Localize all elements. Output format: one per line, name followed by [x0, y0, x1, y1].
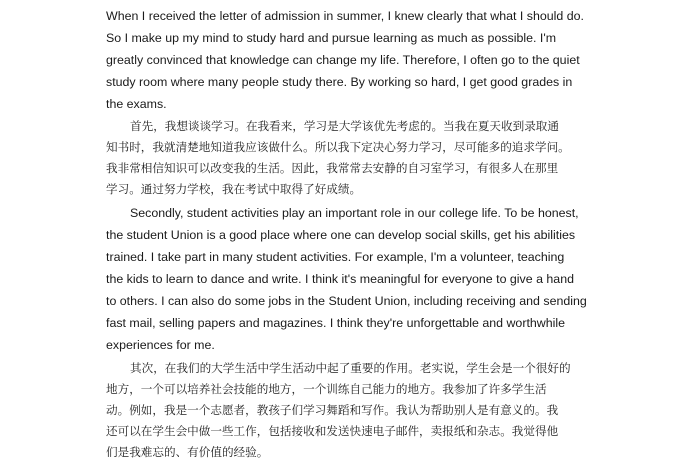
- text-line: study room where many people study there. By working so hard, I get good grades in: [106, 75, 573, 89]
- text-line: 地方，一个可以培养社会技能的地方，一个训练自己能力的地方。我参加了许多学生活: [106, 382, 547, 396]
- text-line: When I received the letter of admission in summer, I knew clearly that what I should do.: [106, 9, 584, 23]
- text-line: 动。例如，我是一个志愿者，教孩子们学习舞蹈和写作。我认为帮助别人是有意义的。我: [106, 403, 559, 417]
- text-line: 学习。通过努力学校，我在考试中取得了好成绩。: [106, 182, 362, 196]
- text-line: trained. I take part in many student activities. For example, I'm a volunteer, teaching: [106, 250, 565, 264]
- text-line: the student Union is a good place where one can develop social skills, get his abilities: [106, 228, 576, 242]
- text-line: Secondly, student activities play an important role in our college life. To be honest,: [130, 206, 579, 220]
- text-line: 们是我难忘的、有价值的经验。: [106, 445, 269, 459]
- text-line: the exams.: [106, 97, 167, 111]
- text-line: to others. I can also do some jobs in the Student Union, including receiving and sending: [106, 294, 587, 308]
- text-line: 我非常相信知识可以改变我的生活。因此，我常常去安静的自习室学习，有很多人在那里: [106, 161, 559, 175]
- text-line: So I make up my mind to study hard and pursue learning as much as possible. I'm: [106, 31, 557, 45]
- text-line: 其次，在我们的大学生活中学生活动中起了重要的作用。老实说，学生会是一个很好的: [130, 361, 571, 375]
- text-line: 还可以在学生会中做一些工作，包括接收和发送快速电子邮件，卖报纸和杂志。我觉得他: [106, 424, 559, 438]
- text-line: greatly convinced that knowledge can change my life. Therefore, I often go to the quiet: [106, 53, 580, 67]
- text-line: 首先，我想谈谈学习。在我看来，学习是大学该优先考虑的。当我在夏天收到录取通: [130, 119, 559, 133]
- text-line: fast mail, selling papers and magazines. I think they're unforgettable and worthwhile: [106, 316, 566, 330]
- text-line: the kids to learn to dance and write. I think it's meaningful for everyone to give a hand: [106, 272, 574, 286]
- text-line: experiences for me.: [106, 338, 215, 352]
- text-line: 知书时，我就清楚地知道我应该做什么。所以我下定决心努力学习，尽可能多的追求学问。: [106, 140, 570, 154]
